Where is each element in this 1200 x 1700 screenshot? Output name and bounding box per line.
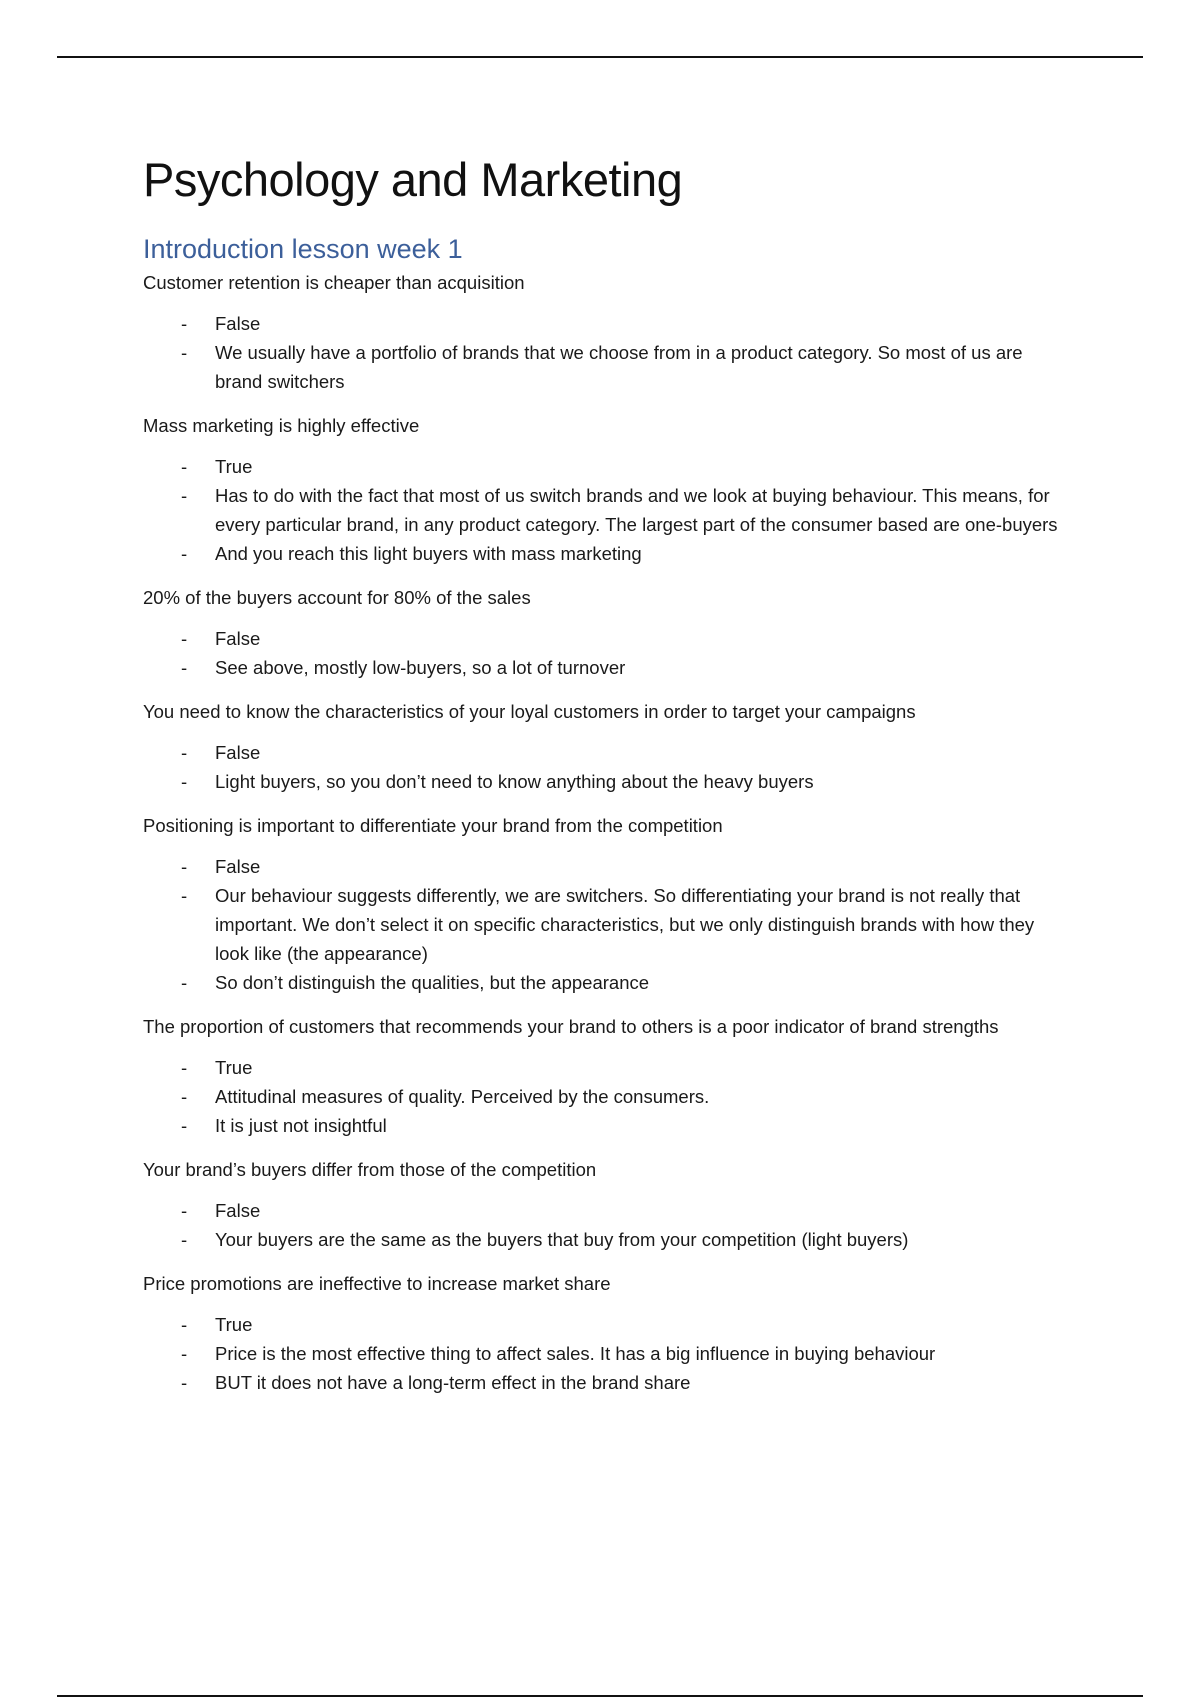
answer-item	[143, 309, 1063, 338]
bullet-dash: -	[181, 972, 188, 993]
answer-item	[143, 881, 1063, 968]
question-text: Positioning is important to differentiate your brand from the competition	[143, 815, 723, 836]
answer-item	[143, 1082, 1063, 1111]
answer-text: And you reach this light buyers with mass marketing	[215, 543, 642, 564]
answer-item	[143, 767, 1063, 796]
header-rule	[57, 56, 1143, 58]
answer-item	[143, 1339, 1063, 1368]
answer-text: It is just not insightful	[215, 1115, 387, 1136]
answer-text: Price is the most effective thing to affect sales. It has a big influence in buying behaviour	[215, 1343, 936, 1364]
answer-text: Light buyers, so you don’t need to know anything about the heavy buyers	[215, 771, 814, 792]
question-text: 20% of the buyers account for 80% of the sales	[143, 587, 531, 608]
answer-text: Attitudinal measures of quality. Perceived by the consumers.	[215, 1086, 710, 1107]
answer-item	[143, 624, 1063, 653]
answer-item	[143, 1310, 1063, 1339]
document-title: Psychology and Marketing	[143, 153, 683, 206]
bullet-dash: -	[181, 856, 188, 877]
answer-item	[143, 1368, 1063, 1397]
question-text: Your brand’s buyers differ from those of the competition	[143, 1159, 597, 1180]
answer-text: True	[215, 1057, 253, 1078]
answer-item	[143, 452, 1063, 481]
answer-text: True	[215, 1314, 253, 1335]
answer-text: We usually have a portfolio of brands that we choose from in a product category. So most of us are brand switchers	[215, 342, 1023, 392]
answer-text: Has to do with the fact that most of us switch brands and we look at buying behaviour. This means, for every particular brand, in any product category. The largest part of the consumer based are one-buyers	[215, 485, 1058, 535]
question-text: The proportion of customers that recommends your brand to others is a poor indicator of brand strengths	[143, 1016, 999, 1037]
answer-item	[143, 852, 1063, 881]
bullet-dash: -	[181, 1057, 188, 1078]
answer-list	[143, 452, 1063, 568]
document-page	[143, 140, 1063, 1412]
bullet-dash: -	[181, 1115, 188, 1136]
answer-text: BUT it does not have a long-term effect in the brand share	[215, 1372, 691, 1393]
bullet-dash: -	[181, 1229, 188, 1250]
question-list	[143, 268, 1063, 1397]
answer-text: False	[215, 856, 261, 877]
bullet-dash: -	[181, 1314, 188, 1335]
bullet-dash: -	[181, 628, 188, 649]
bullet-dash: -	[181, 1086, 188, 1107]
answer-item	[143, 1225, 1063, 1254]
answer-text: False	[215, 628, 261, 649]
answer-list	[143, 624, 1063, 682]
bullet-dash: -	[181, 1372, 188, 1393]
answer-text: Your buyers are the same as the buyers that buy from your competition (light buyers)	[215, 1229, 909, 1250]
answer-text: See above, mostly low-buyers, so a lot of turnover	[215, 657, 626, 678]
answer-item	[143, 1053, 1063, 1082]
answer-text: False	[215, 1200, 261, 1221]
bullet-dash: -	[181, 771, 188, 792]
answer-item	[143, 1196, 1063, 1225]
bullet-dash: -	[181, 485, 188, 506]
bullet-dash: -	[181, 885, 188, 906]
answer-text: False	[215, 742, 261, 763]
answer-item	[143, 1111, 1063, 1140]
answer-text: So don’t distinguish the qualities, but the appearance	[215, 972, 650, 993]
footer-rule	[57, 1695, 1143, 1697]
question-text: You need to know the characteristics of your loyal customers in order to target your campaigns	[143, 701, 916, 722]
question-text: Mass marketing is highly effective	[143, 415, 420, 436]
answer-text: Our behaviour suggests differently, we are switchers. So differentiating your brand is not really that important. We don’t select it on specific characteristics, but we only distinguish brands with how they look like (the appearance)	[215, 885, 1035, 964]
answer-list	[143, 1310, 1063, 1397]
question-text: Customer retention is cheaper than acquisition	[143, 272, 525, 293]
answer-item	[143, 338, 1063, 396]
answer-text: True	[215, 456, 253, 477]
answer-text: False	[215, 313, 261, 334]
bullet-dash: -	[181, 1343, 188, 1364]
answer-item	[143, 653, 1063, 682]
bullet-dash: -	[181, 543, 188, 564]
question-text: Price promotions are ineffective to increase market share	[143, 1273, 611, 1294]
answer-list	[143, 1053, 1063, 1140]
bullet-dash: -	[181, 1200, 188, 1221]
answer-item	[143, 539, 1063, 568]
bullet-dash: -	[181, 657, 188, 678]
answer-list	[143, 738, 1063, 796]
answer-list	[143, 1196, 1063, 1254]
bullet-dash: -	[181, 456, 188, 477]
answer-list	[143, 309, 1063, 396]
section-heading: Introduction lesson week 1	[143, 234, 463, 264]
bullet-dash: -	[181, 742, 188, 763]
answer-item	[143, 738, 1063, 767]
bullet-dash: -	[181, 342, 188, 363]
answer-item	[143, 968, 1063, 997]
answer-list	[143, 852, 1063, 997]
answer-item	[143, 481, 1063, 539]
bullet-dash: -	[181, 313, 188, 334]
